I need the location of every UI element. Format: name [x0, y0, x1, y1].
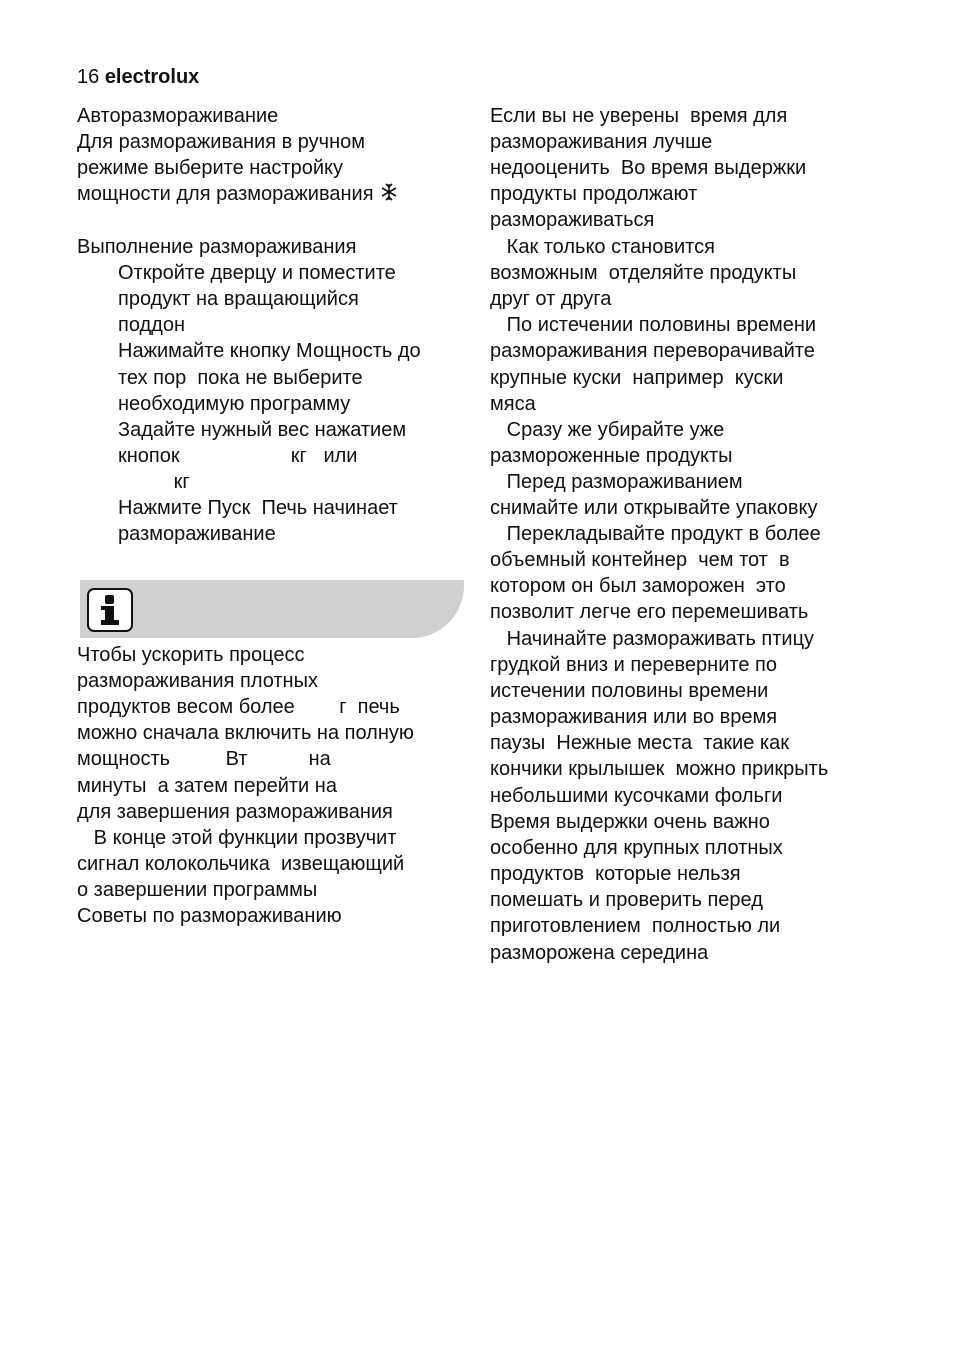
right-line: размораживания лучше — [490, 131, 713, 153]
right-line: Перекладывайте продукт в более — [490, 523, 821, 545]
note-line: сигнал колокольчика извещающий — [77, 853, 405, 875]
step-line: кг — [118, 471, 190, 493]
step-line: кнопок кг или — [118, 445, 358, 467]
left-line-with-icon — [77, 181, 400, 207]
right-line: истечении половины времени — [490, 680, 769, 702]
right-line: мяса — [490, 393, 536, 415]
right-line: размораживаться — [490, 209, 655, 231]
step-line: Нажмите Пуск Печь начинает — [118, 497, 398, 519]
note-line: минуты а затем перейти на — [77, 775, 337, 797]
note-line: размораживания плотных — [77, 670, 318, 692]
right-line: позволит легче его перемешивать — [490, 601, 809, 623]
right-line: снимайте или открывайте упаковку — [490, 497, 818, 519]
right-line: возможным отделяйте продукты — [490, 262, 797, 284]
note-line: Чтобы ускорить процесс — [77, 644, 305, 666]
right-line: размороженные продукты — [490, 445, 733, 467]
right-line: объемный контейнер чем тот в — [490, 549, 790, 571]
right-line: разморожена середина — [490, 942, 709, 964]
right-line: приготовлением полностью ли — [490, 915, 781, 937]
step-line: поддон — [118, 314, 186, 336]
step-line: необходимую программу — [118, 393, 351, 415]
right-line: размораживания переворачивайте — [490, 340, 815, 362]
page-header — [77, 64, 199, 90]
info-note-bar — [80, 580, 464, 638]
left-line: мощности для размораживания — [77, 183, 374, 205]
right-line: крупные куски например куски — [490, 367, 784, 389]
note-line: о завершении программы — [77, 879, 318, 901]
step-line: тех пор пока не выберите — [118, 367, 363, 389]
right-line: котором он был заморожен это — [490, 575, 786, 597]
right-line: недооценить Во время выдержки — [490, 157, 807, 179]
right-line: Как только становится — [490, 236, 715, 258]
right-line: Время выдержки очень важно — [490, 811, 770, 833]
info-icon — [87, 588, 133, 632]
right-line: Сразу же убирайте уже — [490, 419, 725, 441]
right-line: паузы Нежные места такие как — [490, 732, 789, 754]
right-line: размораживания или во время — [490, 706, 778, 728]
step-line: Задайте нужный вес нажатием — [118, 419, 407, 441]
page-number: 16 — [77, 66, 100, 88]
right-line: продукты продолжают — [490, 183, 698, 205]
note-line: мощность Вт на — [77, 748, 331, 770]
right-line: продуктов которые нельзя — [490, 863, 741, 885]
right-line: кончики крылышек можно прикрыть — [490, 758, 829, 780]
note-line: В конце этой функции прозвучит — [77, 827, 397, 849]
left-line: Для размораживания в ручном — [77, 131, 366, 153]
right-line: небольшими кусочками фольги — [490, 785, 783, 807]
right-line: Начинайте размораживать птицу — [490, 628, 815, 650]
brand-name: electrolux — [104, 66, 200, 88]
note-line: Советы по размораживанию — [77, 905, 342, 927]
left-line: режиме выберите настройку — [77, 157, 343, 179]
snowflake-icon — [378, 182, 400, 202]
right-line: По истечении половины времени — [490, 314, 817, 336]
right-line: Если вы не уверены время для — [490, 105, 788, 127]
right-line: особенно для крупных плотных — [490, 837, 783, 859]
left-line: Авторазмораживание — [77, 105, 279, 127]
right-line: грудкой вниз и переверните по — [490, 654, 777, 676]
section-title: Выполнение размораживания — [77, 236, 357, 258]
note-line: можно сначала включить на полную — [77, 722, 414, 744]
right-line: друг от друга — [490, 288, 612, 310]
step-line: Откройте дверцу и поместите — [118, 262, 396, 284]
note-line: продуктов весом более г печь — [77, 696, 400, 718]
right-line: Перед размораживанием — [490, 471, 743, 493]
step-line: продукт на вращающийся — [118, 288, 359, 310]
right-line: помешать и проверить перед — [490, 889, 763, 911]
step-line: Нажимайте кнопку Мощность до — [118, 340, 421, 362]
step-line: размораживание — [118, 523, 276, 545]
note-line: для завершения размораживания — [77, 801, 393, 823]
